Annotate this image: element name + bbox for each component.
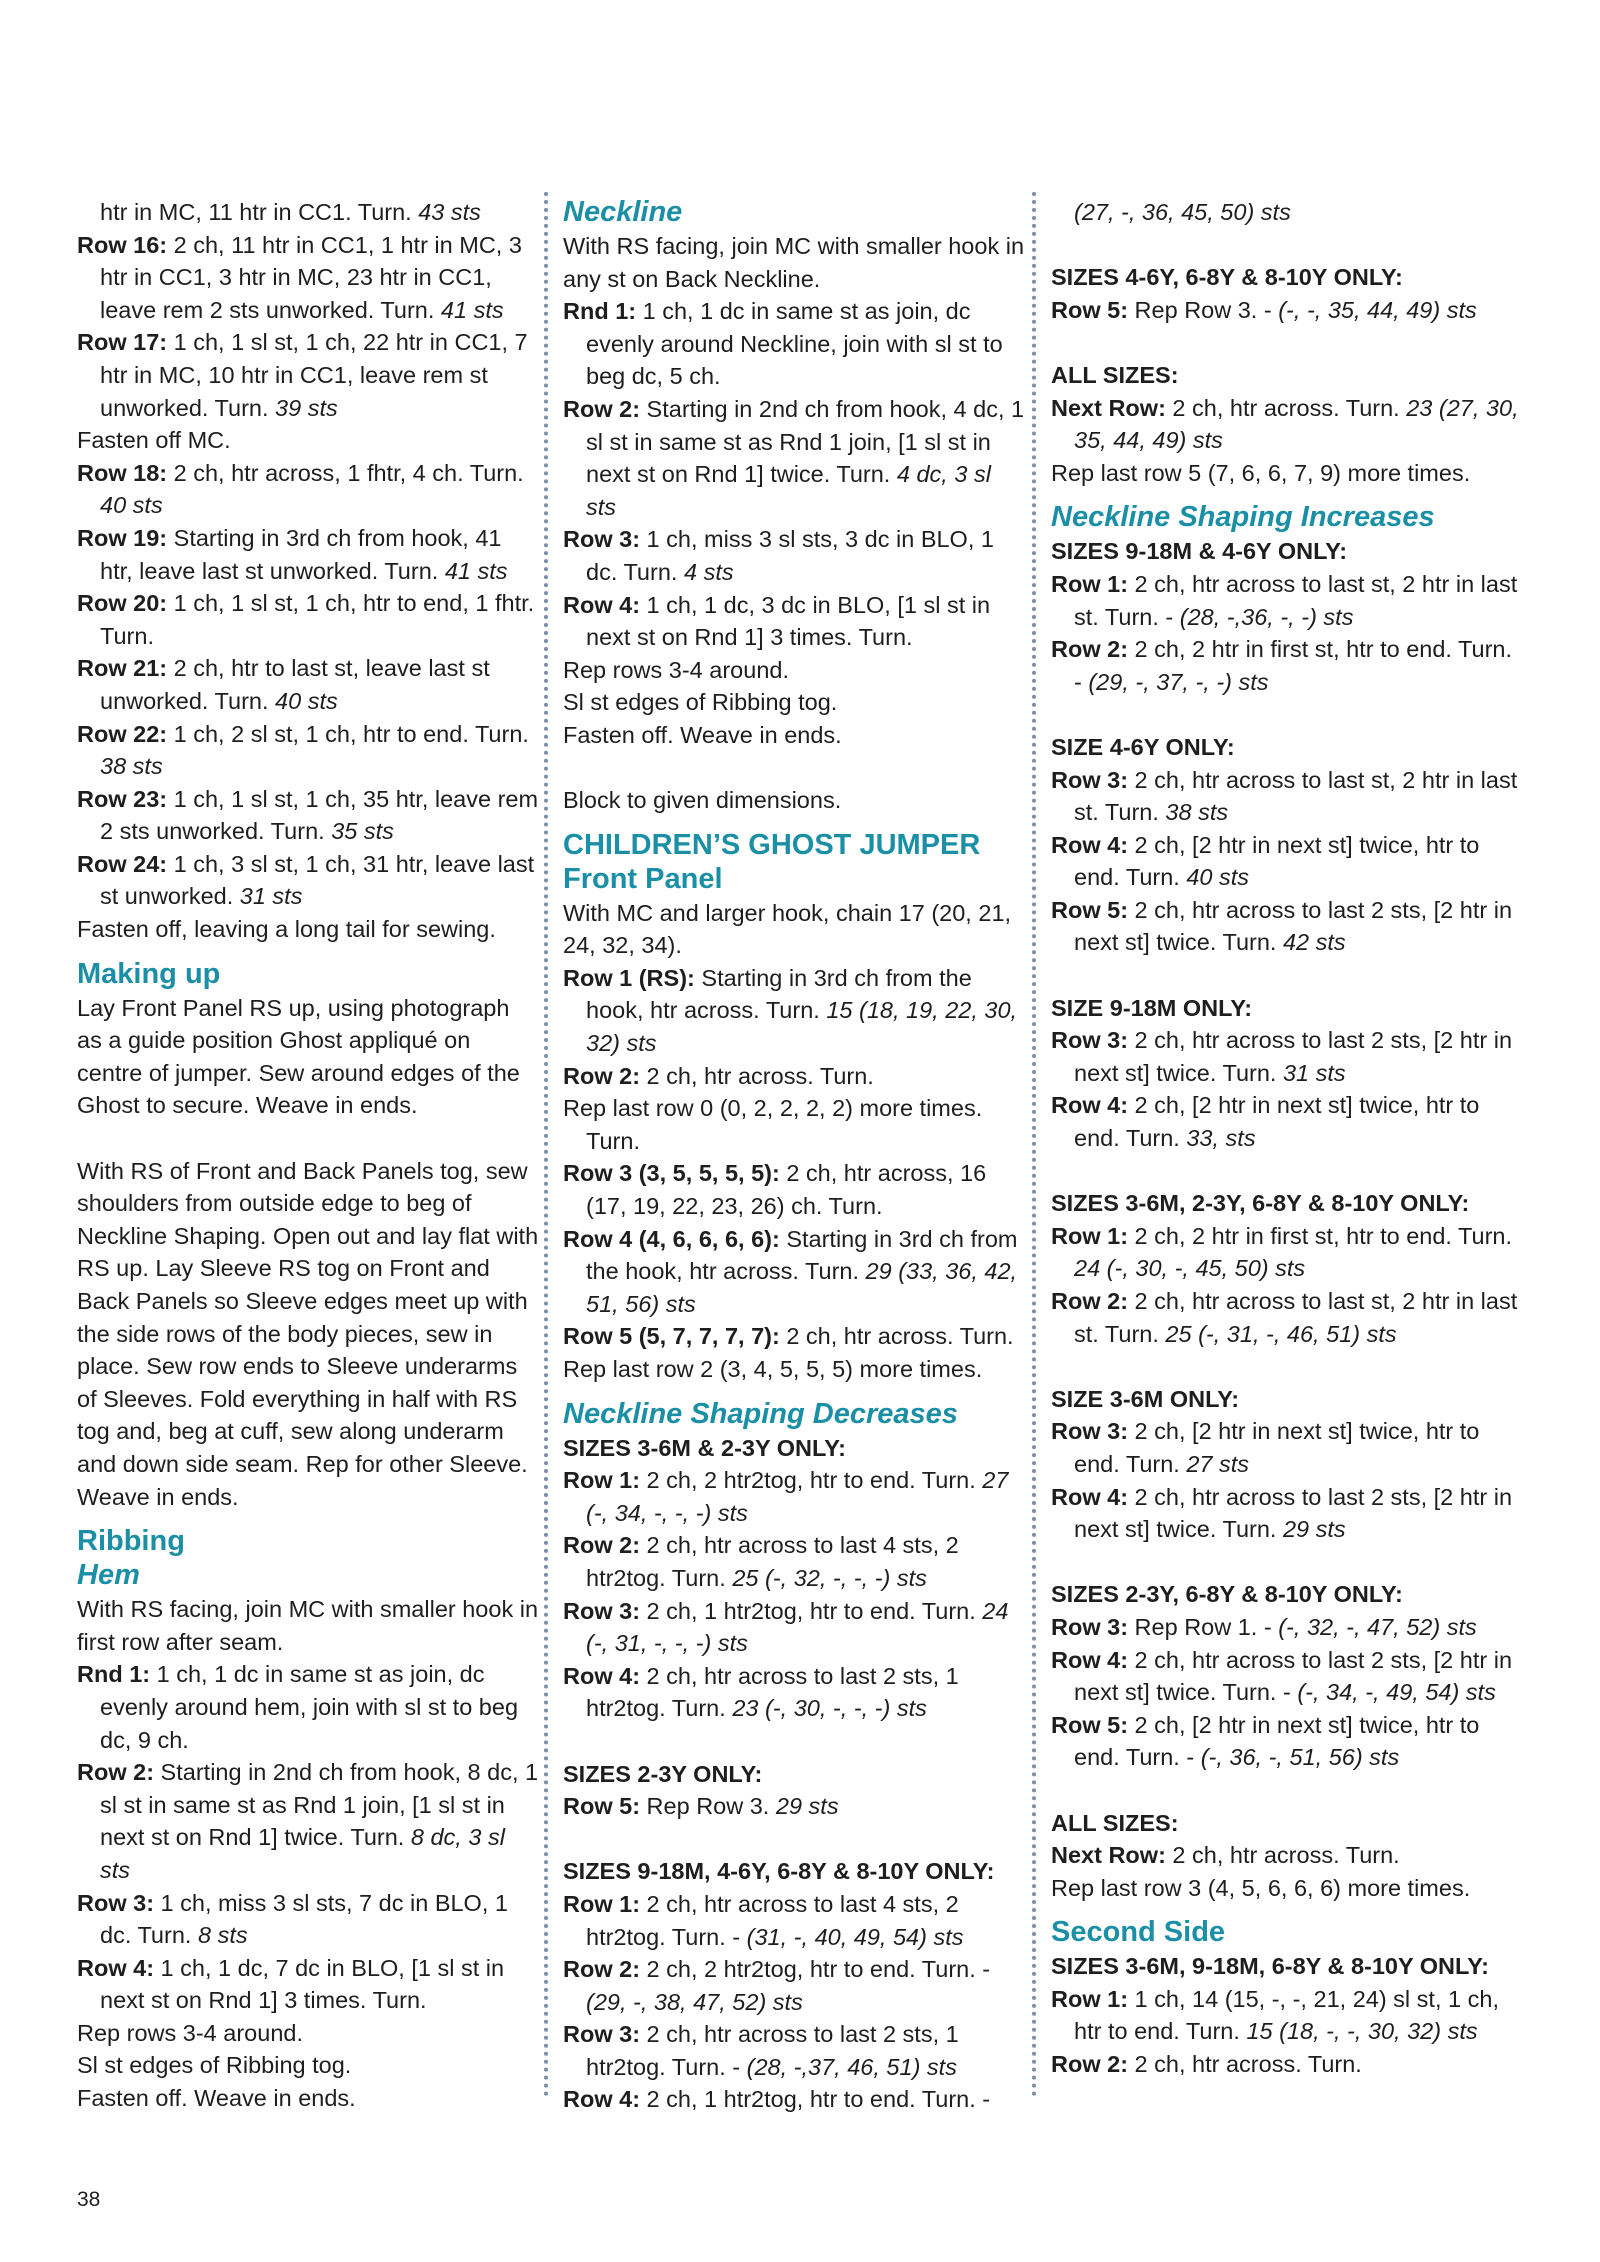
row-label: Row 2: xyxy=(1051,1288,1129,1314)
instruction-line xyxy=(1051,1024,1521,1089)
stitch-count: 42 sts xyxy=(1282,929,1346,956)
instruction-text: 2 ch, 2 htr in first st, htr to end. Turn. - xyxy=(1074,636,1513,695)
stitch-count: (29, -, 38, 47, 52) sts xyxy=(586,1988,803,2015)
instruction-text: 1 ch, 1 dc, 7 dc in BLO, [1 sl st in next st on Rnd 1] 3 times. Turn. xyxy=(100,1954,505,2014)
row-label: Row 4: xyxy=(563,591,641,618)
instruction-line xyxy=(1051,633,1521,698)
instruction-text: Starting in 2nd ch from hook, 4 dc, 1 sl st in same st as Rnd 1 join, [1 sl st in next st on Rnd 1] twice. Turn. xyxy=(586,395,1025,488)
row-label: Row 4: xyxy=(1051,1483,1129,1510)
instruction-line xyxy=(77,1952,539,2017)
stitch-count: (-, 36, -, 51, 56) sts xyxy=(1200,1744,1400,1771)
size-subheading xyxy=(563,1855,1025,1888)
stitch-count: (28, -,36, -, -) sts xyxy=(1179,603,1354,630)
row-label: SIZES 9-18M & 4-6Y ONLY: xyxy=(1051,538,1348,565)
row-label: Row 4 (4, 6, 6, 6, 6): xyxy=(563,1225,780,1252)
row-label: Row 1: xyxy=(1051,1222,1129,1249)
instruction-line xyxy=(563,523,1025,588)
row-label: Row 2: xyxy=(563,1532,641,1559)
instruction-line xyxy=(1051,1089,1521,1154)
row-label: Row 5: xyxy=(1051,896,1129,923)
instruction-text: 2 ch, 1 htr2tog, htr to end. Turn. xyxy=(640,1597,983,1624)
instruction-line xyxy=(1051,2048,1521,2081)
stitch-count: 39 sts xyxy=(275,394,338,421)
row-label: Row 19: xyxy=(77,524,168,551)
row-label: Row 20: xyxy=(77,590,168,617)
instruction-text: Fasten off, leaving a long tail for sewing. xyxy=(77,916,496,943)
row-label: Row 5: xyxy=(563,1793,641,1820)
instruction-text: 1 ch, 14 (15, -, -, 21, 24) sl st, 1 ch, htr to end. Turn. xyxy=(1074,1985,1499,2045)
instruction-line xyxy=(1051,457,1521,490)
instruction-text: 2 ch, [2 htr in next st] twice, htr to end. Turn. xyxy=(1074,831,1480,891)
stitch-count: 15 (18, 19, 22, 30, 32) sts xyxy=(586,997,1018,1057)
instruction-line xyxy=(77,783,539,848)
stitch-count: (-, 32, -, 47, 52) sts xyxy=(1278,1613,1477,1640)
instruction-line xyxy=(563,1953,1025,2018)
instruction-text: Rep Row 1. - xyxy=(1128,1613,1279,1640)
stitch-count: (28, -,37, 46, 51) sts xyxy=(746,2053,957,2080)
stitch-count: 23 (27, 30, 35, 44, 49) sts xyxy=(1074,394,1519,454)
row-label: Row 3: xyxy=(563,1597,641,1624)
instruction-line xyxy=(77,1658,539,1756)
row-label: Row 18: xyxy=(77,459,168,486)
instruction-line xyxy=(77,1756,539,1886)
stitch-count: 29 sts xyxy=(1282,1516,1346,1543)
page-number: 38 xyxy=(77,2188,101,2211)
row-label: Row 1: xyxy=(1051,1985,1129,2012)
instruction-line xyxy=(563,1223,1025,1321)
instruction-text: Starting in 3rd ch from hook, 41 htr, leave last st unworked. Turn. xyxy=(100,524,502,584)
paragraph-gap xyxy=(563,1725,1025,1758)
row-label: Rnd 1: xyxy=(563,298,637,325)
row-label: SIZES 4-6Y, 6-8Y & 8-10Y ONLY: xyxy=(1051,264,1403,291)
instruction-line xyxy=(1051,568,1521,633)
row-label: Row 5: xyxy=(1051,1711,1129,1738)
stitch-count: (-, -, 35, 44, 49) sts xyxy=(1278,296,1477,323)
instruction-text: With MC and larger hook, chain 17 (20, 21, 24, 32, 34). xyxy=(563,899,1012,959)
instruction-line xyxy=(1051,1644,1521,1709)
paragraph-gap xyxy=(1051,1155,1521,1188)
row-label: Row 24: xyxy=(77,850,168,877)
instruction-text: 1 ch, miss 3 sl sts, 3 dc in BLO, 1 dc. Turn. xyxy=(586,526,994,585)
stitch-count: (29, -, 37, -, -) sts xyxy=(1088,668,1269,695)
instruction-text: 2 ch, htr across. Turn. xyxy=(779,1323,1014,1350)
instruction-text: 2 ch, htr across to last st, 2 htr in last st. Turn. - xyxy=(1074,570,1518,630)
instruction-text: 2 ch, 2 htr2tog, htr to end. Turn. - xyxy=(640,1956,991,1983)
row-label: Row 3: xyxy=(1051,1027,1129,1054)
row-label: Row 5: xyxy=(1051,296,1129,323)
instruction-text: 2 ch, htr across to last 2 sts, [2 htr in next st] twice. Turn. - xyxy=(1074,1646,1513,1706)
row-label: ALL SIZES: xyxy=(1051,1809,1179,1836)
instruction-line xyxy=(77,2082,539,2115)
paragraph-gap xyxy=(1051,1546,1521,1579)
stitch-count: 29 sts xyxy=(775,1793,839,1820)
stitch-count: 23 (-, 30, -, -, -) sts xyxy=(732,1695,927,1722)
row-label: Row 4: xyxy=(77,1954,155,1981)
instruction-text: Lay Front Panel RS up, using photograph as a guide position Ghost appliqué on centre of jumper. Sew around edges of the Ghost to secure. Weave in ends. xyxy=(77,994,520,1119)
paragraph-gap xyxy=(77,1122,539,1155)
row-label: Row 3 (3, 5, 5, 5, 5): xyxy=(563,1160,780,1187)
instruction-text: 2 ch, htr across. Turn. xyxy=(1128,2051,1362,2078)
instruction-line xyxy=(563,393,1025,523)
instruction-line xyxy=(563,230,1025,295)
instruction-line xyxy=(77,229,539,327)
instruction-line xyxy=(563,1464,1025,1529)
instruction-line xyxy=(563,2018,1025,2083)
row-label: Row 1: xyxy=(1051,570,1129,597)
instruction-line xyxy=(1051,1709,1521,1774)
instruction-text: Rep last row 2 (3, 4, 5, 5, 5) more times. xyxy=(563,1356,983,1382)
instruction-text: 2 ch, 2 htr2tog, htr to end. Turn. xyxy=(640,1467,983,1494)
instruction-line xyxy=(77,2017,539,2050)
row-label: Row 3: xyxy=(1051,766,1129,793)
stitch-count: 4 sts xyxy=(683,558,734,585)
instruction-text: 1 ch, 2 sl st, 1 ch, htr to end. Turn. xyxy=(167,720,529,747)
instruction-text: Fasten off MC. xyxy=(77,427,231,454)
row-label: Row 2: xyxy=(1051,2051,1129,2078)
column-divider xyxy=(544,192,548,2098)
size-subheading xyxy=(1051,1950,1521,1983)
instruction-text: 1 ch, 1 sl st, 1 ch, 35 htr, leave rem 2 sts unworked. Turn. xyxy=(100,785,539,845)
instruction-line xyxy=(1051,1983,1521,2048)
instruction-text: With RS facing, join MC with smaller hook in any st on Back Neckline. xyxy=(563,233,1025,292)
instruction-line xyxy=(77,326,539,424)
column-divider xyxy=(1032,192,1036,2098)
instruction-text: 2 ch, htr across to last st, 2 htr in last st. Turn. xyxy=(1074,766,1518,826)
section-heading: Second Side xyxy=(1051,1916,1226,1949)
instruction-line xyxy=(563,1595,1025,1660)
instruction-text: Fasten off. Weave in ends. xyxy=(77,2085,356,2112)
instruction-text: 1 ch, 1 dc, 3 dc in BLO, [1 sl st in next st on Rnd 1] 3 times. Turn. xyxy=(586,591,991,651)
instruction-text: Fasten off. Weave in ends. xyxy=(563,721,842,748)
instruction-text: 1 ch, 1 sl st, 1 ch, htr to end, 1 fhtr. Turn. xyxy=(100,590,535,649)
instruction-text: 2 ch, htr across to last 2 sts, 1 htr2tog. Turn. - xyxy=(586,2021,959,2080)
instruction-text: With RS of Front and Back Panels tog, sew shoulders from outside edge to beg of Neckline Shaping. Open out and lay flat with RS up. Lay Sleeve RS tog on Front and Back Panels so Sleeve edges meet up with the side rows of the body pieces, sew in place. Sew row ends to Sleeve underarms of Sleeves. Fold everything in half with RS tog and, beg at cuff, sew along underarm and down side seam. Rep for other Sleeve. Weave in ends. xyxy=(77,1157,539,1510)
instruction-text: 2 ch, htr across to last 2 sts, [2 htr in next st] twice. Turn. xyxy=(1074,1027,1513,1086)
row-label: Row 5 (5, 7, 7, 7, 7): xyxy=(563,1323,780,1350)
section-heading: CHILDREN’S GHOST JUMPER xyxy=(563,828,981,861)
row-label: Next Row: xyxy=(1051,394,1166,421)
section-heading: Hem xyxy=(77,1559,140,1592)
size-subheading xyxy=(1051,1807,1521,1840)
instruction-line xyxy=(563,1790,1025,1823)
row-label: ALL SIZES: xyxy=(1051,361,1179,388)
row-label: Row 3: xyxy=(563,2021,641,2048)
instruction-text: Rep last row 3 (4, 5, 6, 6, 6) more times. xyxy=(1051,1874,1471,1901)
paragraph-gap xyxy=(563,752,1025,785)
instruction-line xyxy=(563,962,1025,1060)
row-label: Row 4: xyxy=(1051,1092,1129,1119)
instruction-line xyxy=(563,589,1025,654)
stitch-count: 43 sts xyxy=(418,199,481,225)
stitch-count: (31, -, 40, 49, 54) sts xyxy=(746,1923,964,1950)
row-label: SIZES 2-3Y ONLY: xyxy=(563,1760,763,1787)
stitch-count: 25 (-, 32, -, -, -) sts xyxy=(732,1564,927,1591)
size-subheading xyxy=(1051,1578,1521,1611)
row-label: Row 2: xyxy=(77,1759,155,1786)
row-label: Row 1: xyxy=(563,1890,641,1917)
instruction-line xyxy=(1051,829,1521,894)
size-subheading xyxy=(1051,731,1521,764)
instruction-text: Block to given dimensions. xyxy=(563,787,842,814)
stitch-count: 41 sts xyxy=(440,296,504,323)
instruction-text: 2 ch, htr across to last 2 sts, [2 htr in next st] twice. Turn. xyxy=(1074,1483,1513,1543)
instruction-text: 2 ch, htr to last st, leave last st unworked. Turn. xyxy=(100,655,490,714)
row-label: SIZES 3-6M, 2-3Y, 6-8Y & 8-10Y ONLY: xyxy=(1051,1190,1470,1217)
row-label: Row 1 (RS): xyxy=(563,964,695,991)
instruction-line xyxy=(77,1887,539,1952)
instruction-line xyxy=(77,424,539,457)
size-subheading xyxy=(1051,992,1521,1025)
row-label: Rnd 1: xyxy=(77,1661,151,1688)
paragraph-gap xyxy=(1051,229,1521,262)
row-label: Row 16: xyxy=(77,231,168,258)
instruction-line xyxy=(77,718,539,783)
instruction-line xyxy=(1051,1872,1521,1905)
stitch-count: 24 (-, 31, -, -, -) sts xyxy=(586,1597,1009,1657)
row-label: Row 4: xyxy=(1051,831,1129,858)
instruction-line xyxy=(1051,1611,1521,1644)
instruction-line xyxy=(563,1320,1025,1353)
instruction-line xyxy=(563,719,1025,752)
instruction-text: Starting in 3rd ch from the hook, htr across. Turn. xyxy=(586,1225,1018,1285)
section-heading: Neckline Shaping Decreases xyxy=(563,1397,958,1430)
row-label: SIZES 3-6M, 9-18M, 6-8Y & 8-10Y ONLY: xyxy=(1051,1953,1489,1980)
paragraph-gap xyxy=(563,1823,1025,1856)
instruction-text: Sl st edges of Ribbing tog. xyxy=(563,689,838,716)
paragraph-gap xyxy=(1051,1350,1521,1383)
paragraph-gap xyxy=(1051,959,1521,992)
instruction-text: 2 ch, htr across to last 4 sts, 2 htr2tog. Turn. - xyxy=(586,1890,959,1950)
instruction-line xyxy=(563,686,1025,719)
size-subheading xyxy=(1051,1187,1521,1220)
instruction-line xyxy=(77,652,539,717)
paragraph-gap xyxy=(1051,326,1521,359)
stitch-count: 25 (-, 31, -, 46, 51) sts xyxy=(1165,1320,1397,1347)
instruction-line xyxy=(77,587,539,652)
instruction-line xyxy=(77,848,539,913)
row-label: Row 2: xyxy=(563,1956,641,1983)
instruction-line xyxy=(563,295,1025,393)
stitch-count: (27, -, 36, 45, 50) sts xyxy=(1074,199,1291,225)
stitch-count: 41 sts xyxy=(444,557,508,584)
row-label: SIZES 2-3Y, 6-8Y & 8-10Y ONLY: xyxy=(1051,1581,1403,1608)
instruction-line xyxy=(77,2049,539,2082)
instruction-text: htr in MC, 11 htr in CC1. Turn. xyxy=(100,199,419,225)
row-label: Row 1: xyxy=(563,1467,641,1494)
stitch-count: 38 sts xyxy=(1165,799,1229,826)
row-label: Row 21: xyxy=(77,655,168,682)
row-label: SIZE 4-6Y ONLY: xyxy=(1051,733,1235,760)
row-label: SIZE 3-6M ONLY: xyxy=(1051,1385,1240,1412)
stitch-count: 35 sts xyxy=(331,818,394,845)
instruction-text: 2 ch, htr across. Turn. xyxy=(1165,1842,1400,1869)
row-label: Row 2: xyxy=(1051,636,1129,663)
instruction-line xyxy=(563,897,1025,962)
instruction-text: 2 ch, htr across, 1 fhtr, 4 ch. Turn. xyxy=(167,459,524,486)
row-label: SIZES 3-6M & 2-3Y ONLY: xyxy=(563,1434,846,1461)
column-2 xyxy=(563,196,1025,2116)
instruction-line xyxy=(563,784,1025,817)
instruction-text: 1 ch, 1 sl st, 1 ch, 22 htr in CC1, 7 htr in MC, 10 htr in CC1, leave rem st unworked. Turn. xyxy=(100,329,528,421)
row-label: Row 3: xyxy=(1051,1418,1129,1445)
stitch-count: 40 sts xyxy=(100,492,163,519)
instruction-line xyxy=(77,992,539,1122)
instruction-text: 2 ch, htr across to last 2 sts, 1 htr2tog. Turn. xyxy=(586,1662,959,1722)
size-subheading xyxy=(1051,535,1521,568)
instruction-line xyxy=(1051,392,1521,457)
instruction-line xyxy=(563,1888,1025,1953)
instruction-text: Rep Row 3. - xyxy=(1128,296,1279,323)
stitch-count: 8 dc, 3 sl sts xyxy=(100,1824,505,1883)
stitch-count: 29 (33, 36, 42, 51, 56) sts xyxy=(586,1258,1018,1317)
instruction-line xyxy=(77,457,539,522)
instruction-text: 2 ch, 2 htr in first st, htr to end. Turn. xyxy=(1128,1222,1513,1249)
instruction-text: 2 ch, htr across to last 4 sts, 2 htr2tog. Turn. xyxy=(586,1532,959,1591)
instruction-text: 2 ch, 1 htr2tog, htr to end. Turn. - xyxy=(640,2086,991,2113)
instruction-text: 2 ch, [2 htr in next st] twice, htr to end. Turn. - xyxy=(1074,1711,1480,1771)
row-label: Row 4: xyxy=(1051,1646,1129,1673)
stitch-count: 31 sts xyxy=(1282,1059,1346,1086)
row-label: SIZES 9-18M, 4-6Y, 6-8Y & 8-10Y ONLY: xyxy=(563,1858,995,1885)
instruction-text: 2 ch, 11 htr in CC1, 1 htr in MC, 3 htr in CC1, 3 htr in MC, 23 htr in CC1, leave rem 2 sts unworked. Turn. xyxy=(100,231,522,323)
instruction-text: 1 ch, miss 3 sl sts, 7 dc in BLO, 1 dc. Turn. xyxy=(100,1889,508,1949)
stitch-count: 15 (18, -, -, 30, 32) sts xyxy=(1246,2018,1478,2045)
instruction-line xyxy=(1051,1481,1521,1546)
instruction-text: Starting in 2nd ch from hook, 8 dc, 1 sl st in same st as Rnd 1 join, [1 sl st in next st on Rnd 1] twice. Turn. xyxy=(100,1759,539,1851)
instruction-text: 2 ch, htr across. Turn. xyxy=(640,1062,874,1089)
instruction-text: 1 ch, 1 dc in same st as join, dc evenly around Neckline, join with sl st to beg dc, 5 ch. xyxy=(586,298,1003,390)
instruction-line xyxy=(563,1660,1025,1725)
section-heading: Making up xyxy=(77,957,221,990)
instruction-text: 2 ch, htr across to last 2 sts, [2 htr in next st] twice. Turn. xyxy=(1074,896,1513,956)
instruction-line xyxy=(77,522,539,587)
instruction-text: 2 ch, htr across to last st, 2 htr in last st. Turn. xyxy=(1074,1288,1518,1347)
instruction-text: 2 ch, [2 htr in next st] twice, htr to end. Turn. xyxy=(1074,1092,1480,1152)
instruction-text: 1 ch, 3 sl st, 1 ch, 31 htr, leave last st unworked. xyxy=(100,850,535,910)
stitch-count: 24 (-, 30, -, 45, 50) sts xyxy=(1074,1255,1306,1282)
row-label: Row 3: xyxy=(77,1889,155,1916)
instruction-line xyxy=(563,2083,1025,2116)
instruction-line xyxy=(1051,1220,1521,1285)
row-label: Row 2: xyxy=(563,395,641,422)
instruction-text: Sl st edges of Ribbing tog. xyxy=(77,2052,352,2079)
size-subheading xyxy=(563,1432,1025,1465)
row-label: Row 3: xyxy=(563,526,641,553)
row-label: Row 4: xyxy=(563,2086,641,2113)
row-label: SIZE 9-18M ONLY: xyxy=(1051,994,1253,1021)
stitch-count: 40 sts xyxy=(1186,864,1250,891)
instruction-line xyxy=(563,1529,1025,1594)
stitch-count: 27 sts xyxy=(1186,1450,1250,1477)
instruction-line xyxy=(77,1593,539,1658)
row-label: Next Row: xyxy=(1051,1842,1166,1869)
instruction-line xyxy=(1051,196,1521,229)
instruction-text: Starting in 3rd ch from the hook, htr across. Turn. xyxy=(586,964,972,1024)
paragraph-gap xyxy=(1051,698,1521,731)
instruction-text: 2 ch, htr across, 16 (17, 19, 22, 23, 26) ch. Turn. xyxy=(586,1160,987,1220)
instruction-line xyxy=(1051,764,1521,829)
row-label: Row 22: xyxy=(77,720,168,747)
section-heading: Neckline Shaping Increases xyxy=(1051,501,1435,534)
instruction-text: Rep last row 5 (7, 6, 6, 7, 9) more times. xyxy=(1051,459,1471,486)
stitch-count: (-, 34, -, 49, 54) sts xyxy=(1297,1679,1496,1706)
section-heading: Front Panel xyxy=(563,862,723,895)
stitch-count: 40 sts xyxy=(275,687,338,714)
instruction-line xyxy=(1051,1285,1521,1350)
size-subheading xyxy=(1051,359,1521,392)
stitch-count: 27 (-, 34, -, -, -) sts xyxy=(586,1467,1009,1526)
instruction-line xyxy=(563,1092,1025,1157)
row-label: Row 23: xyxy=(77,785,168,812)
instruction-line xyxy=(1051,294,1521,327)
instruction-text: Rep Row 3. xyxy=(640,1793,776,1820)
instruction-text: Rep rows 3-4 around. xyxy=(563,656,789,683)
instruction-text: 2 ch, htr across. Turn. xyxy=(1165,394,1407,421)
stitch-count: 8 sts xyxy=(197,1922,248,1949)
instruction-line xyxy=(563,1060,1025,1093)
instruction-text: With RS facing, join MC with smaller hook in first row after seam. xyxy=(77,1596,539,1655)
size-subheading xyxy=(1051,1383,1521,1416)
row-label: Row 4: xyxy=(563,1662,641,1689)
instruction-line xyxy=(77,196,539,229)
size-subheading xyxy=(1051,261,1521,294)
stitch-count: 33, sts xyxy=(1186,1125,1256,1152)
paragraph-gap xyxy=(1051,1774,1521,1807)
stitch-count: 38 sts xyxy=(100,753,163,780)
row-label: Row 3: xyxy=(1051,1613,1129,1640)
instruction-line xyxy=(563,654,1025,687)
instruction-line xyxy=(1051,1839,1521,1872)
instruction-line xyxy=(77,1155,539,1514)
section-heading: Neckline xyxy=(563,196,683,228)
section-heading: Ribbing xyxy=(77,1525,185,1558)
instruction-text: 1 ch, 1 dc in same st as join, dc evenly around hem, join with sl st to beg dc, 9 ch. xyxy=(100,1661,519,1753)
instruction-line xyxy=(563,1353,1025,1386)
instruction-text: Rep last row 0 (0, 2, 2, 2, 2) more times. Turn. xyxy=(563,1095,983,1154)
row-label: Row 17: xyxy=(77,329,168,356)
size-subheading xyxy=(563,1758,1025,1791)
stitch-count: 31 sts xyxy=(239,883,303,910)
instruction-line xyxy=(563,1157,1025,1222)
instruction-line xyxy=(77,913,539,946)
stitch-count: 4 dc, 3 sl sts xyxy=(586,461,991,520)
instruction-line xyxy=(1051,894,1521,959)
column-1 xyxy=(77,196,539,2115)
row-label: Row 2: xyxy=(563,1062,641,1089)
instruction-line xyxy=(1051,1415,1521,1480)
instruction-text: 2 ch, [2 htr in next st] twice, htr to end. Turn. xyxy=(1074,1418,1480,1477)
instruction-text: Rep rows 3-4 around. xyxy=(77,2019,303,2046)
column-3 xyxy=(1051,196,1521,2081)
